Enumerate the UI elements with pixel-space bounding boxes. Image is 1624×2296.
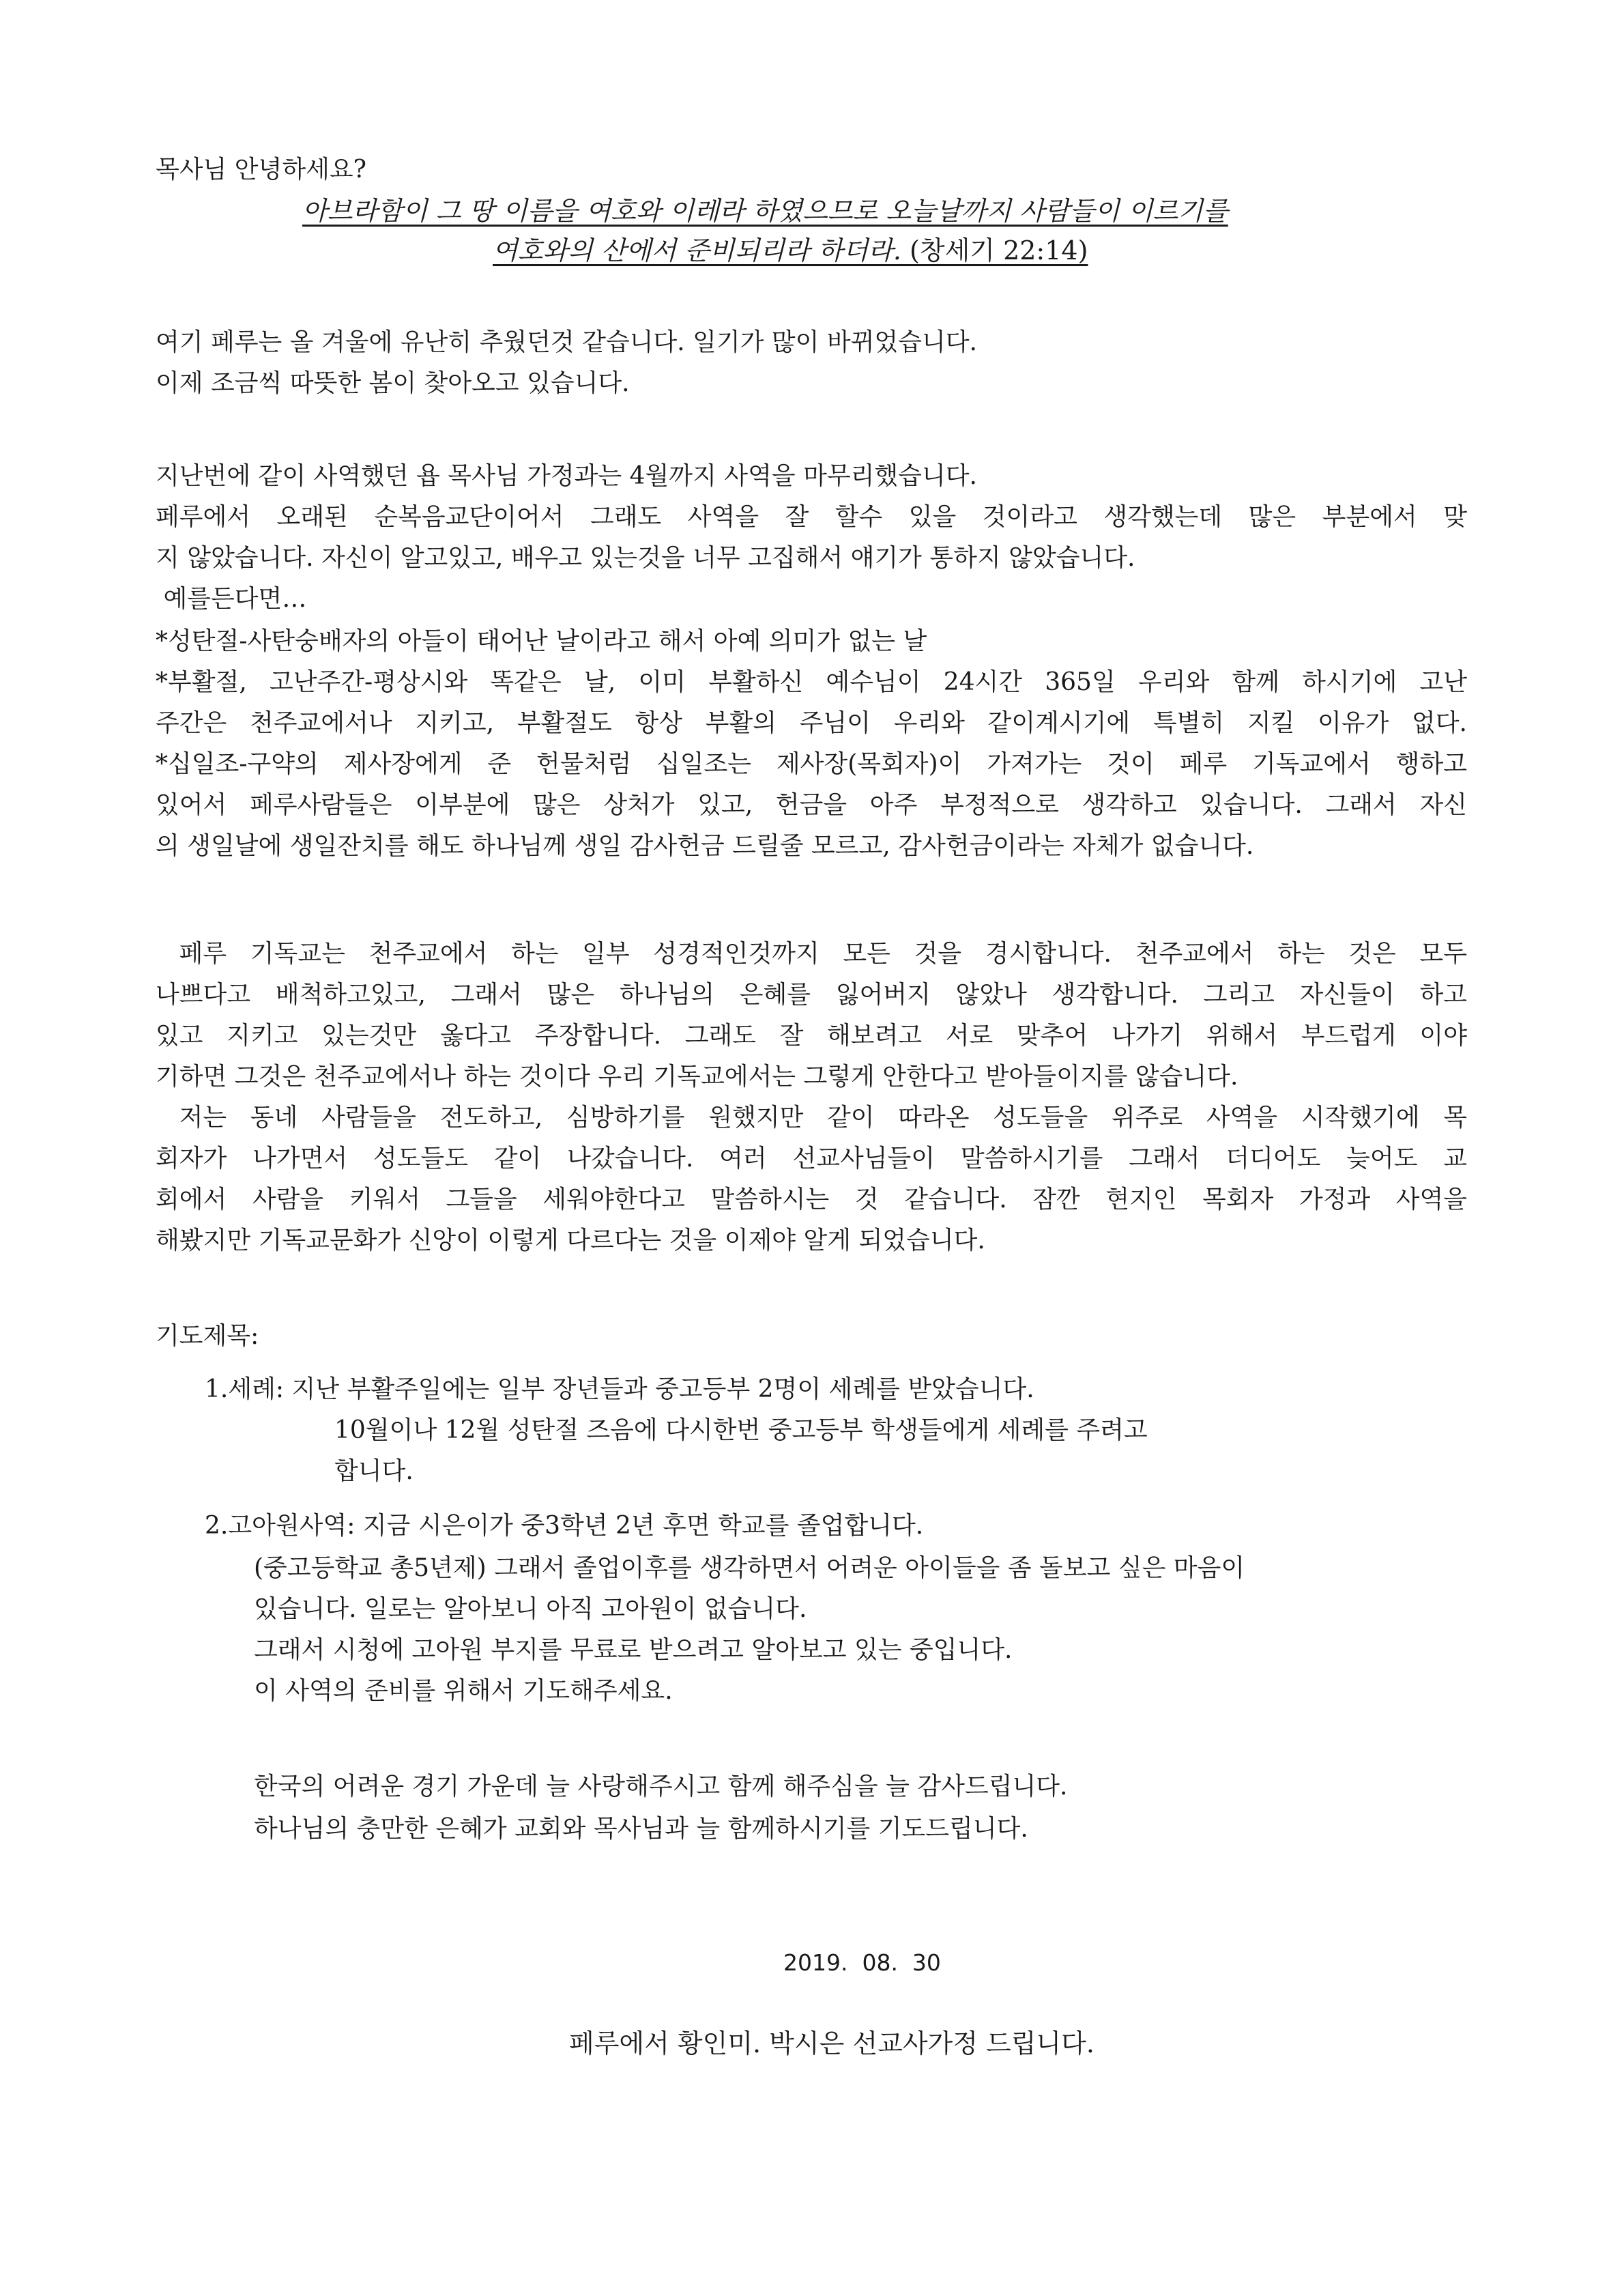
closing-line-2: 하나님의 충만한 은혜가 교회와 목사님과 늘 함께하시기를 기도드립니다.: [254, 1815, 1028, 1843]
signature: 페루에서 황인미. 박시은 선교사가정 드립니다.: [569, 2028, 1094, 2058]
para2-line-2: 페루에서 오래된 순복음교단이어서 그래도 사역을 잘 할수 있을 것이라고 생각했는데 많은 부분에서 맞: [156, 503, 1467, 531]
closing-line-1: 한국의 어려운 경기 가운데 늘 사랑해주시고 함께 해주심을 늘 감사드립니다.: [254, 1773, 1068, 1800]
para2-line-10: 의 생일날에 생일잔치를 해도 하나님께 생일 감사헌금 드릴줄 모르고, 감사헌금이라는 자체가 없습니다.: [156, 832, 1254, 860]
para3-line-8: 해봤지만 기독교문화가 신앙이 이렇게 다르다는 것을 이제야 알게 되었습니다.: [156, 1226, 985, 1254]
prayer-item-2-line-5: 이 사역의 준비를 위해서 기도해주세요.: [254, 1677, 673, 1705]
para3-line-6: 회자가 나가면서 성도들도 같이 나갔습니다. 여러 선교사님들이 말씀하시기를 그래서 더디어도 늦어도 교: [156, 1145, 1467, 1173]
para2-line-4: 예를든다면…: [156, 585, 307, 613]
prayer-heading: 기도제목:: [156, 1322, 259, 1350]
para1-line-2: 이제 조금씩 따뜻한 봄이 찾아오고 있습니다.: [156, 369, 630, 397]
para1-line-1: 여기 페루는 올 겨울에 유난히 추웠던것 같습니다. 일기가 많이 바뀌었습니다.: [156, 328, 977, 356]
prayer-item-2-line-4: 그래서 시청에 고아원 부지를 무료로 받으려고 알아보고 있는 중입니다.: [254, 1636, 1013, 1664]
para2-bullet-easter: *부활절, 고난주간-평상시와 똑같은 날, 이미 부활하신 예수님이 24시간 365일 우리와 함께 하시기에 고난: [156, 668, 1467, 696]
para3-line-7: 회에서 사람을 키워서 그들을 세워야한다고 말씀하시는 것 같습니다. 잠깐 현지인 목회자 가정과 사역을: [156, 1186, 1467, 1214]
prayer-item-2-line-3: 있습니다. 일로는 알아보니 아직 고아원이 없습니다.: [254, 1595, 807, 1623]
greeting: 목사님 안녕하세요?: [156, 156, 366, 184]
prayer-item-1-title: 1.세례: 지난 부활주일에는 일부 장년들과 중고등부 2명이 세례를 받았습니다.: [205, 1375, 1034, 1403]
prayer-item-2-title: 2.고아원사역: 지금 시은이가 중3학년 2년 후면 학교를 졸업합니다.: [205, 1512, 924, 1540]
para2-line-9: 있어서 페루사람들은 이부분에 많은 상처가 있고, 헌금을 아주 부정적으로 생각하고 있습니다. 그래서 자신: [156, 791, 1467, 819]
prayer-item-1-line-3: 합니다.: [334, 1457, 414, 1485]
para3-line-5: 저는 동네 사람들을 전도하고, 심방하기를 원했지만 같이 따라온 성도들을 위주로 사역을 시작했기에 목: [156, 1104, 1467, 1132]
para2-line-7: 주간은 천주교에서나 지키고, 부활절도 항상 부활의 주님이 우리와 같이계시기에 특별히 지킬 이유가 없다.: [156, 709, 1467, 737]
para2-bullet-tithe: *십일조-구약의 제사장에게 준 헌물처럼 십일조는 제사장(목회자)이 가져가는 것이 페루 기독교에서 행하고: [156, 750, 1467, 778]
verse-text: 여호와의 산에서 준비되리라 하더라.: [493, 235, 901, 266]
prayer-item-2-line-2: (중고등학교 총5년제) 그래서 졸업이후를 생각하면서 어려운 아이들을 좀 돌보고 싶은 마음이: [254, 1554, 1245, 1582]
para2-line-3: 지 않았습니다. 자신이 알고있고, 배우고 있는것을 너무 고집해서 얘기가 통하지 않았습니다.: [156, 544, 1135, 572]
para2-line-1: 지난번에 같이 사역했던 욥 목사님 가정과는 4월까지 사역을 마무리했습니다.: [156, 462, 977, 490]
prayer-item-1-line-2: 10월이나 12월 성탄절 즈음에 다시한번 중고등부 학생들에게 세례를 주려고: [334, 1416, 1148, 1444]
para3-line-2: 나쁘다고 배척하고있고, 그래서 많은 하나님의 은혜를 잃어버지 않았나 생각합니다. 그리고 자신들이 하고: [156, 981, 1467, 1009]
verse-line-2: [493, 234, 1088, 267]
para3-line-3: 있고 지키고 있는것만 옳다고 주장합니다. 그래도 잘 해보려고 서로 맞추어 나가기 위해서 부드럽게 이야: [156, 1022, 1467, 1050]
letter-date: 2019. 08. 30: [783, 1949, 941, 1976]
para3-line-4: 기하면 그것은 천주교에서나 하는 것이다 우리 기독교에서는 그렇게 안한다고 받아들이지를 않습니다.: [156, 1063, 1238, 1091]
para2-bullet-christmas: *성탄절-사탄숭배자의 아들이 태어난 날이라고 해서 아예 의미가 없는 날: [156, 627, 927, 655]
para3-line-1: 페루 기독교는 천주교에서 하는 일부 성경적인것까지 모든 것을 경시합니다. 천주교에서 하는 것은 모두: [156, 940, 1467, 968]
verse-reference: (창세기 22:14): [910, 235, 1088, 266]
verse-line-1: 아브라함이 그 땅 이름을 여호와 이레라 하였으므로 오늘날까지 사람들이 이르기를: [302, 196, 1228, 226]
